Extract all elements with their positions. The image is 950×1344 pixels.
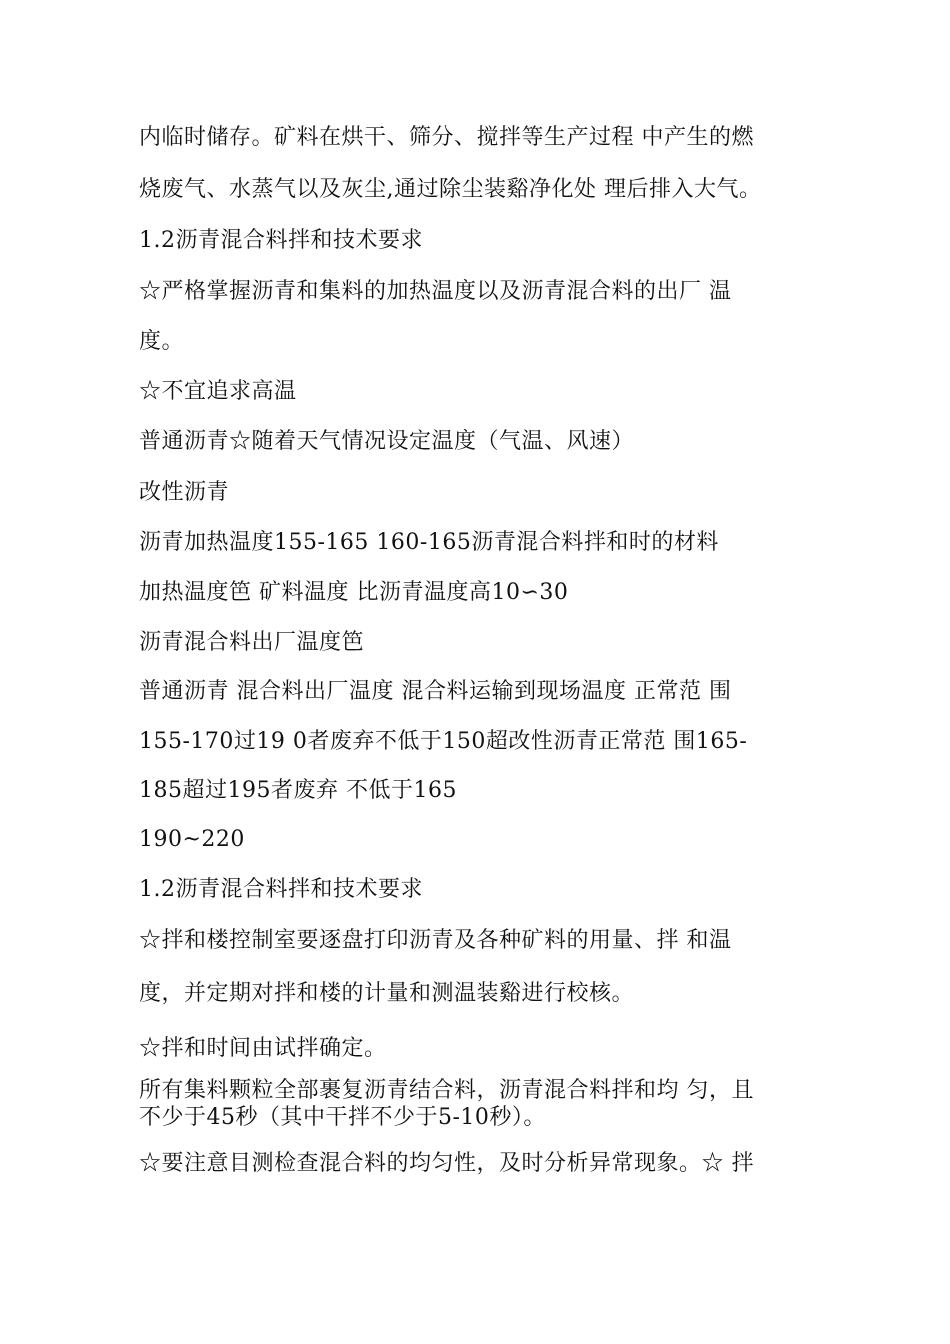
text-line: 度。 — [139, 329, 185, 354]
text-line: ☆严格掌握沥青和集料的加热温度以及沥青混合料的出厂 温 — [139, 279, 732, 304]
text-line: 普通沥青☆随着天气情况设定温度（气温、风速） — [139, 429, 635, 454]
text-line: 不少于45秒（其中干拌不少于5-10秒）。 — [139, 1105, 546, 1130]
text-line: ☆拌和时间由试拌确定。 — [139, 1036, 387, 1061]
text-line: 190~220 — [139, 827, 245, 852]
text-line: 沥青加热温度155-165 160-165沥青混合料拌和时的材料 — [139, 530, 719, 555]
text-line: 改性沥青 — [139, 480, 230, 505]
text-line: 沥青混合料出厂温度笆 — [139, 630, 365, 655]
text-line: 185超过195者废弃 不低于165 — [139, 778, 457, 803]
text-line: 加热温度笆 矿料温度 比沥青温度高10∽30 — [139, 580, 569, 605]
text-line: ☆不宜追求高温 — [139, 379, 297, 404]
section-heading: 1.2沥青混合料拌和技术要求 — [139, 877, 423, 902]
text-line: 普通沥青 混合料出厂温度 混合料运输到现场温度 正常范 围 — [139, 679, 732, 704]
section-heading: 1.2沥青混合料拌和技术要求 — [139, 228, 423, 253]
text-line: ☆拌和楼控制室要逐盘打印沥青及各种矿料的用量、拌 和温 — [139, 928, 732, 953]
text-line: 烧废气、水蒸气以及灰尘,通过除尘装谿净化处 理后排入大气。 — [139, 177, 762, 202]
text-line: 155-170过19 0者废弃不低于150超改性沥青正常范 围165- — [139, 729, 748, 754]
text-line: 所有集料颗粒全部裹复沥青结合料，沥青混合料拌和均 匀，且 — [139, 1078, 754, 1103]
text-line: 内临时储存。矿料在烘干、筛分、搅拌等生产过程 中产生的燃 — [139, 125, 754, 150]
text-line: 度，并定期对拌和楼的计量和测温装谿进行校核。 — [139, 981, 635, 1006]
text-line: ☆要注意目测检查混合料的均匀性，及时分析异常现象。☆ 拌 — [139, 1151, 754, 1176]
